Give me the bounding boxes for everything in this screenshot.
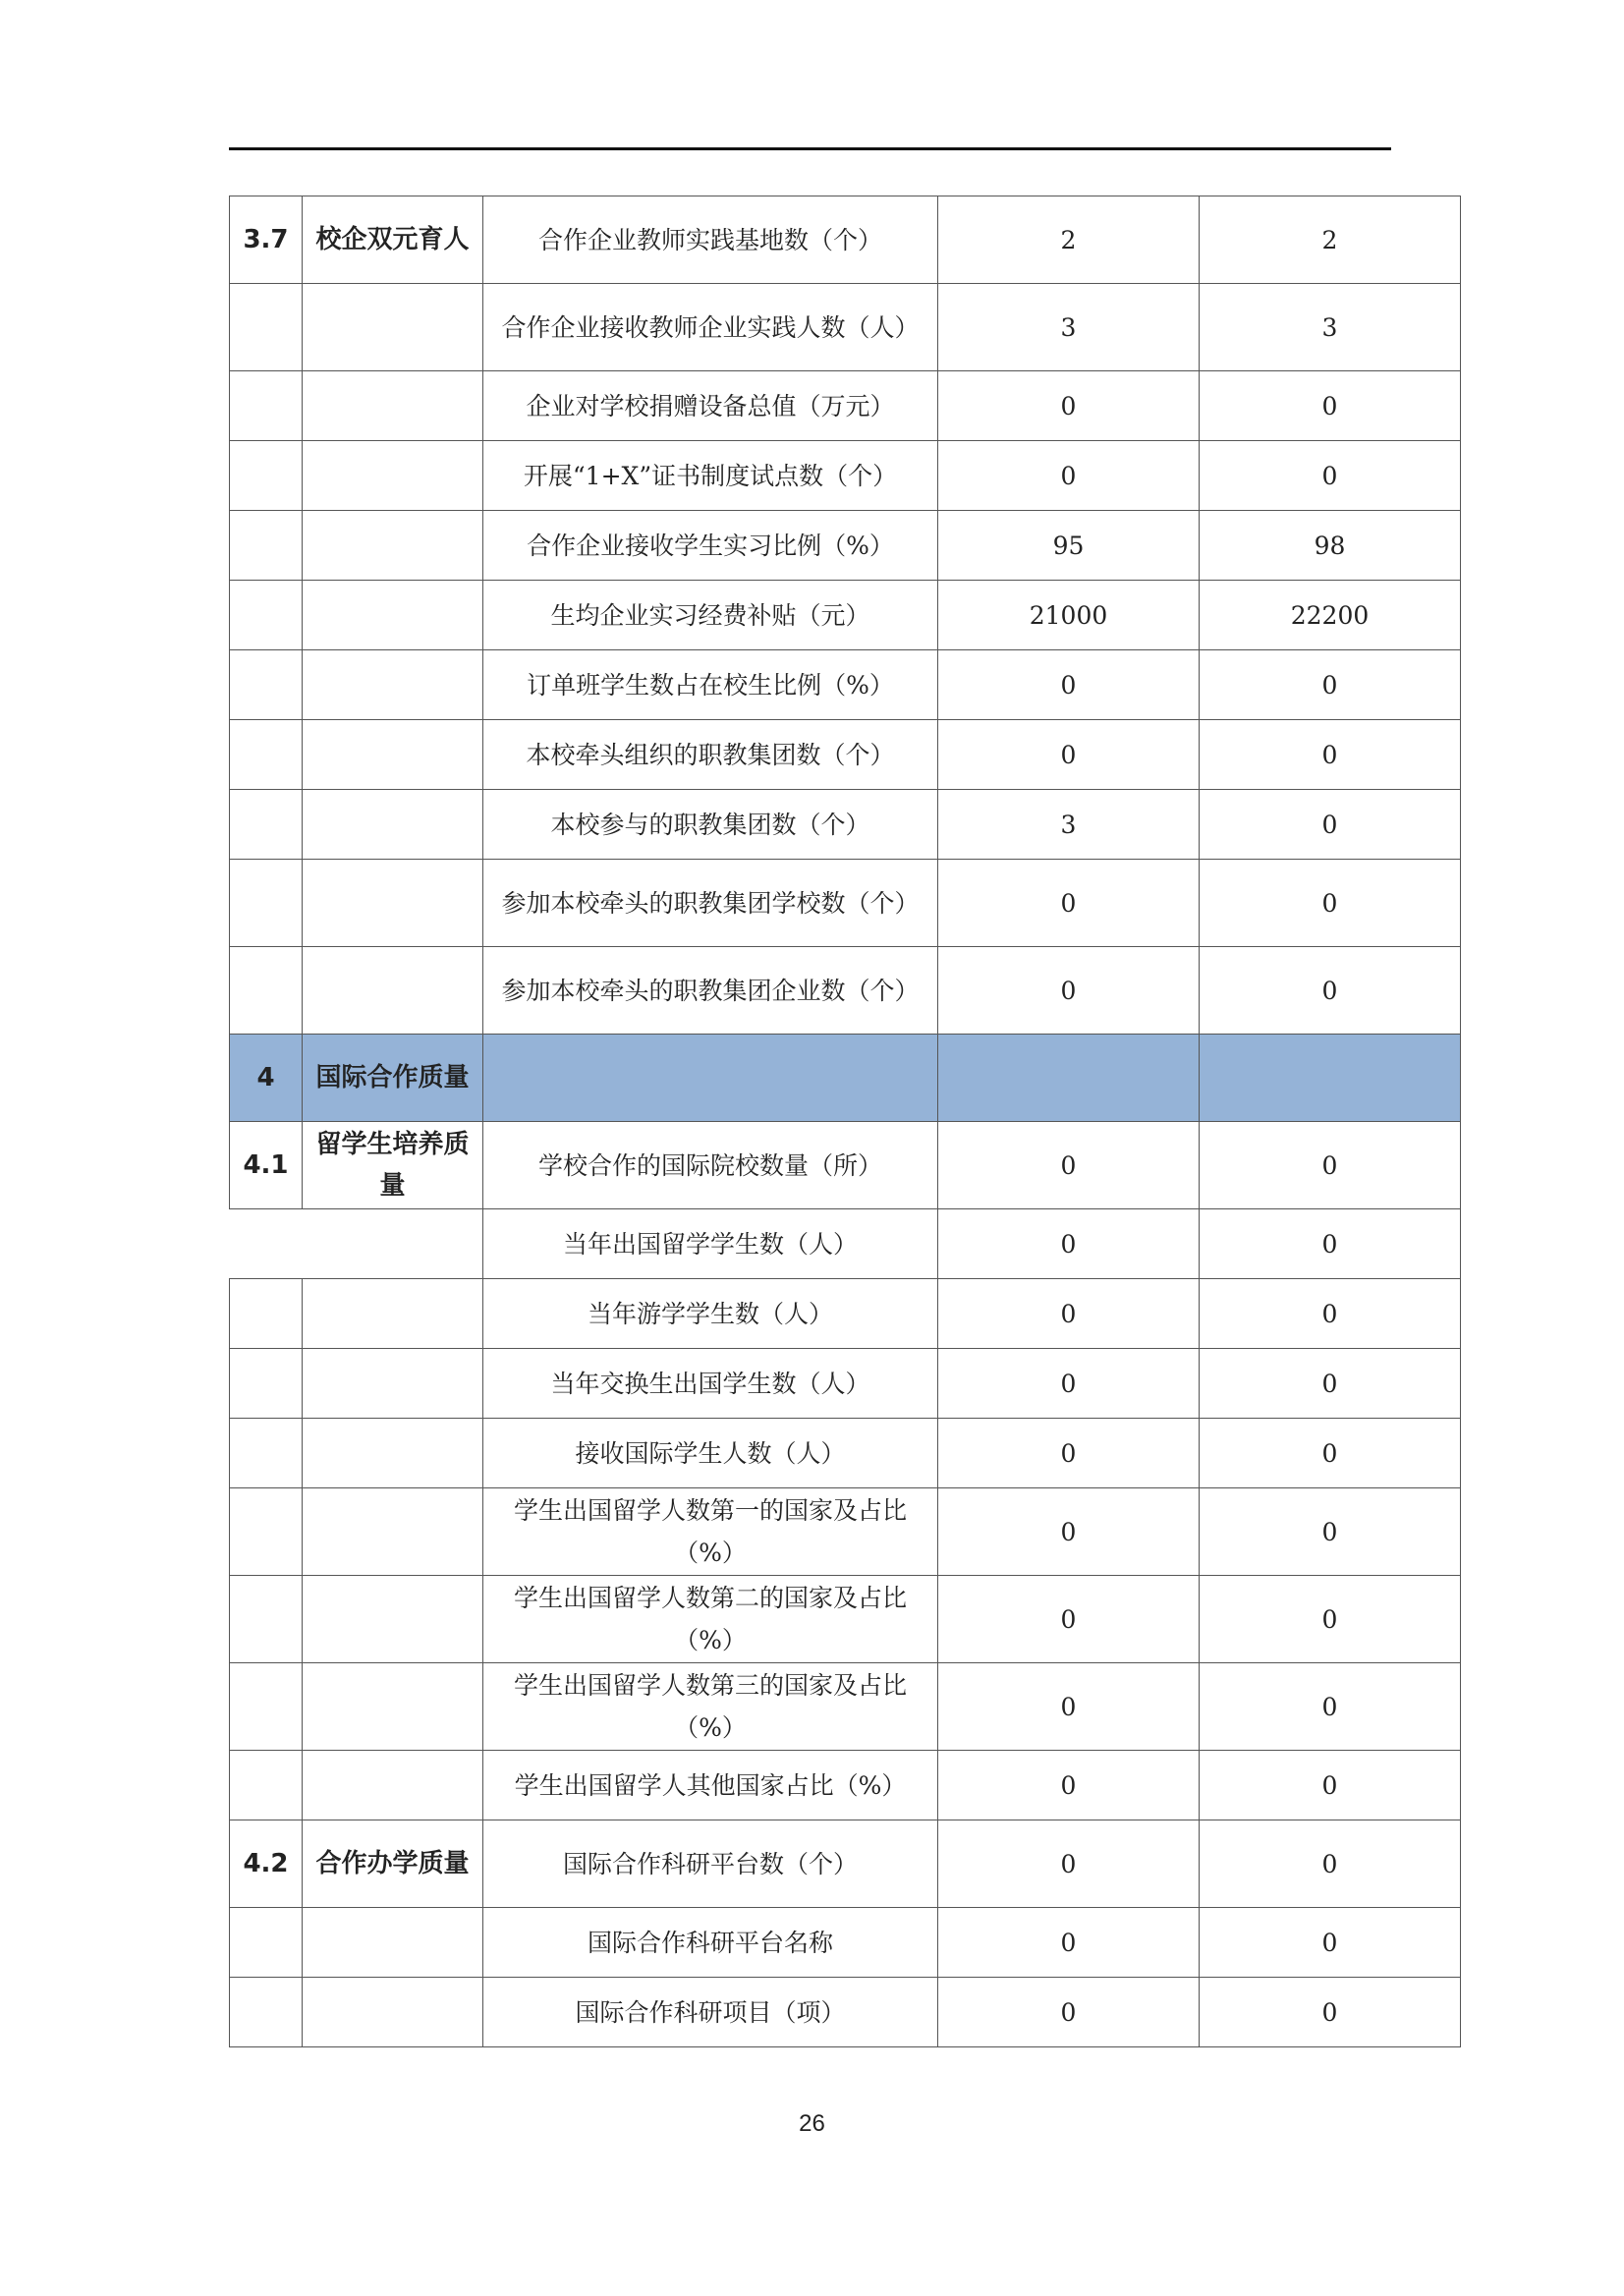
row-category — [303, 511, 483, 581]
row-index — [230, 284, 303, 371]
table-row — [230, 1820, 1461, 1908]
row-category — [303, 1663, 483, 1751]
row-index — [230, 1751, 303, 1820]
row-item: 接收国际学生人数（人） — [483, 1419, 938, 1488]
row-value-2: 0 — [1200, 1279, 1461, 1349]
row-item: 学生出国留学人其他国家占比（%） — [483, 1751, 938, 1820]
row-category — [303, 1751, 483, 1820]
row-category: 合作办学质量 — [303, 1820, 483, 1908]
table-row — [230, 441, 1461, 511]
row-item: 合作企业教师实践基地数（个） — [483, 196, 938, 284]
table-row — [230, 1978, 1461, 2047]
row-index — [230, 1419, 303, 1488]
table-row — [230, 371, 1461, 441]
row-value-2 — [1200, 1035, 1461, 1122]
row-value-2: 98 — [1200, 511, 1461, 581]
row-value-2: 0 — [1200, 1663, 1461, 1751]
row-blank-merged — [230, 1209, 483, 1279]
row-category: 留学生培养质量 — [303, 1122, 483, 1209]
row-value-2: 0 — [1200, 1820, 1461, 1908]
row-value-1: 0 — [938, 1751, 1200, 1820]
row-value-2: 0 — [1200, 1209, 1461, 1279]
table-row — [230, 947, 1461, 1035]
table-row — [230, 1663, 1461, 1751]
row-value-1: 21000 — [938, 581, 1200, 650]
row-value-1: 0 — [938, 947, 1200, 1035]
table-row — [230, 1576, 1461, 1663]
row-item: 当年出国留学学生数（人） — [483, 1209, 938, 1279]
table-row — [230, 790, 1461, 860]
quality-indicator-table — [229, 196, 1461, 2047]
row-index — [230, 441, 303, 511]
table-row — [230, 1209, 1461, 1279]
page-number: 26 — [799, 2110, 825, 2137]
row-value-1 — [938, 1035, 1200, 1122]
row-value-2: 0 — [1200, 1122, 1461, 1209]
row-value-1: 0 — [938, 650, 1200, 720]
row-item: 本校参与的职教集团数（个） — [483, 790, 938, 860]
row-index — [230, 1349, 303, 1419]
table-row — [230, 1349, 1461, 1419]
row-category — [303, 947, 483, 1035]
table-row — [230, 1908, 1461, 1978]
row-item: 国际合作科研平台数（个） — [483, 1820, 938, 1908]
row-value-2: 22200 — [1200, 581, 1461, 650]
table-row — [230, 1488, 1461, 1576]
row-value-2: 0 — [1200, 650, 1461, 720]
row-value-1: 0 — [938, 441, 1200, 511]
row-category — [303, 790, 483, 860]
table-row — [230, 1122, 1461, 1209]
row-item: 生均企业实习经费补贴（元） — [483, 581, 938, 650]
row-value-1: 0 — [938, 860, 1200, 947]
row-item: 学生出国留学人数第二的国家及占比（%） — [483, 1576, 938, 1663]
table-row — [230, 1419, 1461, 1488]
row-value-2: 0 — [1200, 860, 1461, 947]
row-index — [230, 1279, 303, 1349]
header-rule — [229, 147, 1391, 150]
row-value-1: 0 — [938, 1419, 1200, 1488]
row-index — [230, 947, 303, 1035]
row-category — [303, 1576, 483, 1663]
table-row — [230, 196, 1461, 284]
row-category — [303, 1908, 483, 1978]
row-index: 4 — [230, 1035, 303, 1122]
row-value-2: 0 — [1200, 1349, 1461, 1419]
row-value-1: 0 — [938, 1488, 1200, 1576]
row-index — [230, 581, 303, 650]
row-value-2: 2 — [1200, 196, 1461, 284]
row-index — [230, 511, 303, 581]
row-value-2: 0 — [1200, 1488, 1461, 1576]
row-index — [230, 1978, 303, 2047]
row-index — [230, 790, 303, 860]
row-value-2: 0 — [1200, 1908, 1461, 1978]
table-row — [230, 284, 1461, 371]
table-row — [230, 1751, 1461, 1820]
row-value-1: 0 — [938, 1279, 1200, 1349]
row-value-2: 0 — [1200, 1576, 1461, 1663]
row-category — [303, 1419, 483, 1488]
row-value-1: 0 — [938, 371, 1200, 441]
row-category: 国际合作质量 — [303, 1035, 483, 1122]
row-category — [303, 1978, 483, 2047]
row-index: 4.2 — [230, 1820, 303, 1908]
row-category — [303, 441, 483, 511]
row-value-1: 3 — [938, 284, 1200, 371]
table-row — [230, 720, 1461, 790]
row-category — [303, 720, 483, 790]
row-value-2: 0 — [1200, 790, 1461, 860]
row-category — [303, 284, 483, 371]
row-value-2: 0 — [1200, 947, 1461, 1035]
row-value-2: 0 — [1200, 441, 1461, 511]
row-category: 校企双元育人 — [303, 196, 483, 284]
row-category — [303, 1488, 483, 1576]
row-item — [483, 1035, 938, 1122]
row-index — [230, 1663, 303, 1751]
row-value-2: 0 — [1200, 1751, 1461, 1820]
row-index — [230, 1488, 303, 1576]
row-index — [230, 650, 303, 720]
row-item: 国际合作科研平台名称 — [483, 1908, 938, 1978]
row-index: 4.1 — [230, 1122, 303, 1209]
row-value-1: 0 — [938, 1820, 1200, 1908]
row-item: 参加本校牵头的职教集团学校数（个） — [483, 860, 938, 947]
row-index — [230, 1908, 303, 1978]
row-item: 本校牵头组织的职教集团数（个） — [483, 720, 938, 790]
row-item: 当年游学学生数（人） — [483, 1279, 938, 1349]
row-value-2: 0 — [1200, 720, 1461, 790]
row-value-1: 0 — [938, 1349, 1200, 1419]
row-value-2: 3 — [1200, 284, 1461, 371]
row-value-1: 0 — [938, 1663, 1200, 1751]
table-row — [230, 1279, 1461, 1349]
row-value-1: 0 — [938, 1908, 1200, 1978]
row-value-1: 2 — [938, 196, 1200, 284]
table-row — [230, 581, 1461, 650]
row-item: 参加本校牵头的职教集团企业数（个） — [483, 947, 938, 1035]
section-row — [230, 1035, 1461, 1122]
row-value-1: 0 — [938, 1209, 1200, 1279]
row-value-2: 0 — [1200, 1978, 1461, 2047]
row-item: 订单班学生数占在校生比例（%） — [483, 650, 938, 720]
row-item: 国际合作科研项目（项） — [483, 1978, 938, 2047]
row-index — [230, 371, 303, 441]
row-value-2: 0 — [1200, 371, 1461, 441]
row-item: 当年交换生出国学生数（人） — [483, 1349, 938, 1419]
row-index — [230, 1576, 303, 1663]
table-row — [230, 650, 1461, 720]
row-item: 合作企业接收教师企业实践人数（人） — [483, 284, 938, 371]
row-category — [303, 1279, 483, 1349]
row-category — [303, 650, 483, 720]
row-index: 3.7 — [230, 196, 303, 284]
row-item: 合作企业接收学生实习比例（%） — [483, 511, 938, 581]
row-item: 开展“1+X”证书制度试点数（个） — [483, 441, 938, 511]
row-category — [303, 860, 483, 947]
row-category — [303, 581, 483, 650]
row-item: 学校合作的国际院校数量（所） — [483, 1122, 938, 1209]
row-item: 学生出国留学人数第三的国家及占比（%） — [483, 1663, 938, 1751]
row-value-2: 0 — [1200, 1419, 1461, 1488]
row-value-1: 95 — [938, 511, 1200, 581]
row-value-1: 0 — [938, 1122, 1200, 1209]
row-index — [230, 860, 303, 947]
table-row — [230, 511, 1461, 581]
row-item: 学生出国留学人数第一的国家及占比（%） — [483, 1488, 938, 1576]
row-value-1: 0 — [938, 720, 1200, 790]
row-value-1: 3 — [938, 790, 1200, 860]
row-item: 企业对学校捐赠设备总值（万元） — [483, 371, 938, 441]
row-index — [230, 720, 303, 790]
table-row — [230, 860, 1461, 947]
row-value-1: 0 — [938, 1978, 1200, 2047]
row-category — [303, 1349, 483, 1419]
row-category — [303, 371, 483, 441]
row-value-1: 0 — [938, 1576, 1200, 1663]
